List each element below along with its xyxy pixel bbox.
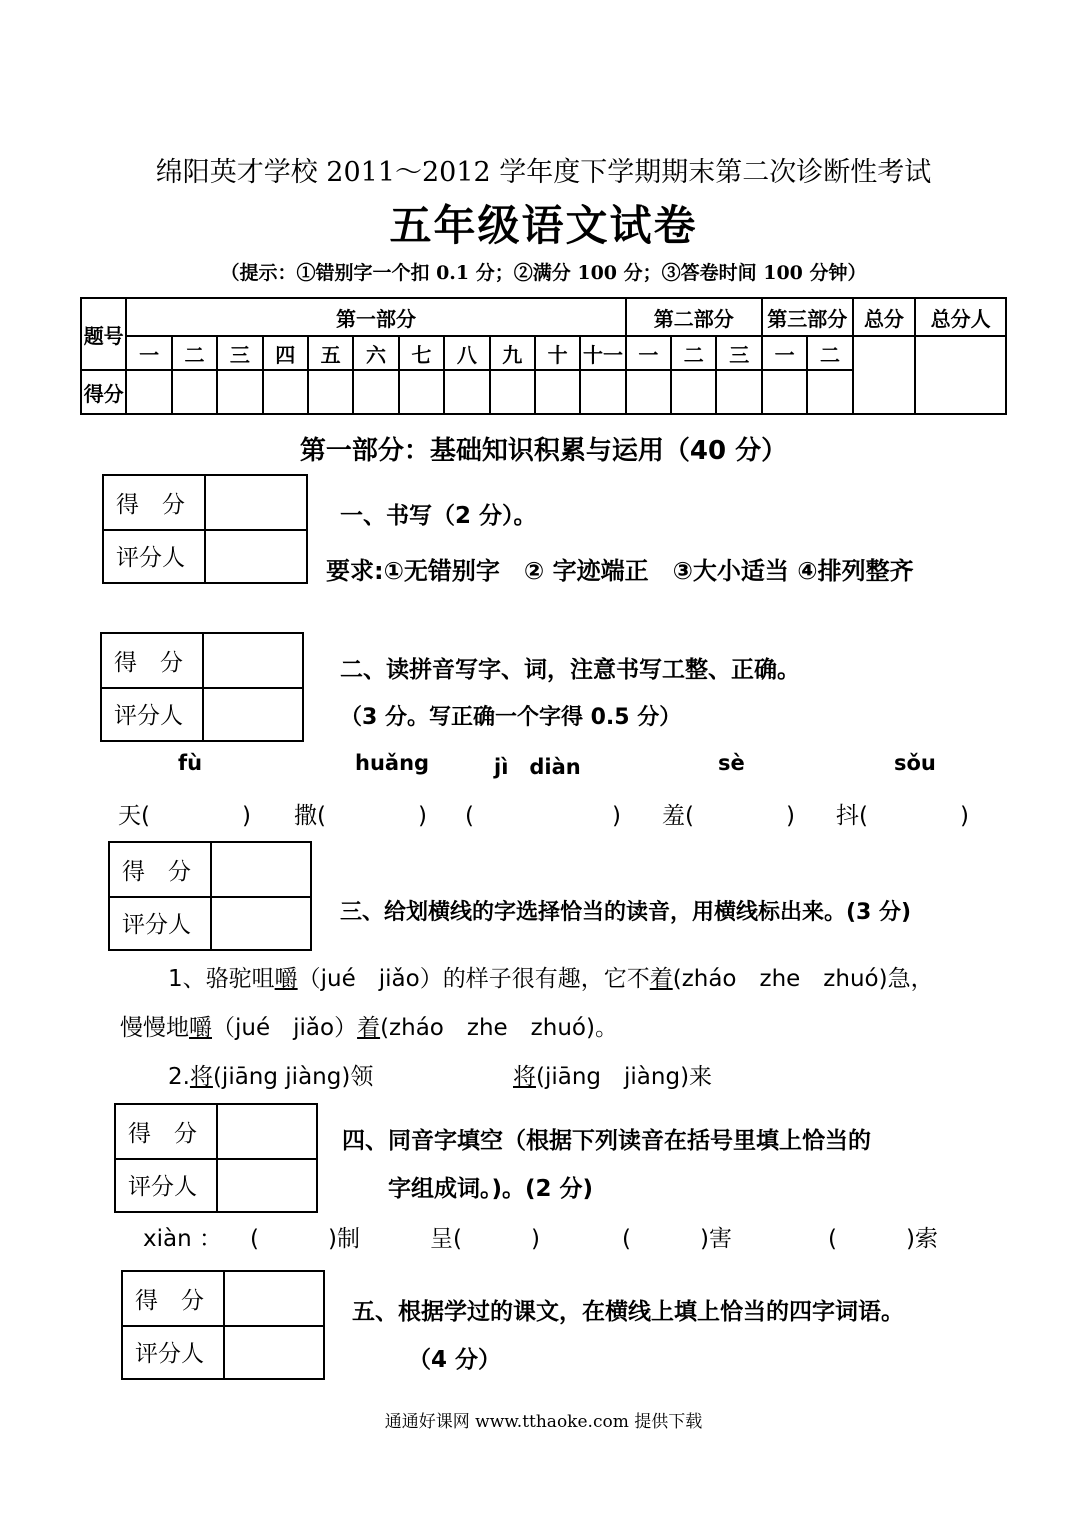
total-person-cell[interactable] [915,336,1006,414]
score-cell[interactable] [308,370,353,414]
grade-box [102,474,308,584]
underlined-char: 嚼 [189,1015,212,1041]
col-num: 五 [308,336,353,370]
score-label: 得 分 [116,1105,218,1158]
q3-title: 三、给划横线的字选择恰当的读音，用横线标出来。(3 分) [340,900,912,925]
text: (zháo zhe zhuó)。 [380,1015,618,1041]
q4-blank-2[interactable]: 呈( ) [430,1226,540,1252]
grader-label: 评分人 [123,1325,225,1378]
score-cell[interactable] [353,370,398,414]
exam-hint: （提示：①错别字一个扣 0.1 分；②满分 100 分；③答卷时间 100 分钟） [220,262,867,284]
q3-line-2 [120,1009,618,1042]
col-num: 八 [444,336,489,370]
grade-box [100,632,304,742]
q4-title-2: 字组成词。)。(2 分) [388,1176,594,1202]
score-cell[interactable] [535,370,580,414]
score-label: 得 分 [102,634,204,687]
score-cell[interactable] [263,370,308,414]
q2-subtitle: （3 分。写正确一个字得 0.5 分） [340,705,682,730]
header-part3: 第三部分 [762,298,853,336]
pinyin-5: sǒu [894,751,936,775]
row-label-question: 题号 [81,298,126,370]
q4-title: 四、同音字填空（根据下列读音在括号里填上恰当的 [342,1128,871,1154]
q1-title: 一、书写（2 分）。 [340,503,537,529]
col-num: 二 [671,336,716,370]
underlined-char: 将 [513,1064,536,1090]
q1-requirements: 要求:①无错别字 ② 字迹端正 ③大小适当 ④排列整齐 [326,557,914,585]
col-num: 三 [217,336,262,370]
score-cell[interactable] [444,370,489,414]
score-label: 得 分 [123,1272,225,1325]
exam-title: 五年级语文试卷 [389,201,698,250]
header-total-person: 总分人 [915,298,1006,336]
score-label: 得 分 [104,476,206,529]
text: 1、骆驼咀 [168,966,275,992]
header-part1: 第一部分 [126,298,625,336]
score-cell[interactable] [626,370,671,414]
q4-pinyin: xiàn ： [143,1226,222,1252]
q3-line-3 [168,1058,373,1091]
q4-blank-3[interactable]: ( )害 [622,1226,732,1252]
grader-label: 评分人 [102,687,204,740]
score-cell[interactable] [217,370,262,414]
blank-5[interactable]: 抖( ) [836,803,969,829]
col-num: 六 [353,336,398,370]
underlined-char: 将 [189,1064,213,1090]
pinyin-1: fù [178,751,203,775]
header-total: 总分 [853,298,916,336]
q5-title: 五、根据学过的课文，在横线上填上恰当的四字词语。 [352,1299,904,1325]
score-cell[interactable] [490,370,535,414]
section1-title: 第一部分：基础知识积累与运用（40 分） [299,436,788,466]
grade-box [114,1103,318,1213]
q4-blank-1[interactable]: ( )制 [250,1226,360,1252]
col-num: 一 [626,336,671,370]
blank-4[interactable]: 羞( ) [662,803,795,829]
grader-label: 评分人 [104,529,206,582]
pinyin-3: jì diàn [494,755,581,779]
grader-label: 评分人 [110,896,212,949]
text: (zháo zhe zhuó)急， [672,966,934,992]
q5-subtitle: （4 分） [408,1347,502,1373]
header-part2: 第二部分 [626,298,762,336]
text: (jiāng jiàng)领 [212,1064,374,1090]
text: 慢慢地 [120,1015,189,1041]
col-num: 二 [807,336,852,370]
blank-1[interactable]: 天( ) [118,803,251,829]
col-num: 十一 [580,336,625,370]
q2-title: 二、读拼音写字、词，注意书写工整、正确。 [340,657,800,683]
blank-3[interactable]: ( ) [465,803,621,829]
col-num: 九 [490,336,535,370]
blank-2[interactable]: 撒( ) [294,803,427,829]
text: （jué jiǎo） [212,1015,358,1041]
total-score-cell[interactable] [853,336,916,414]
text: (jiāng jiàng)来 [536,1064,713,1090]
col-num: 三 [716,336,761,370]
grader-label: 评分人 [116,1158,218,1211]
underlined-char: 着 [649,966,673,992]
col-num: 十 [535,336,580,370]
score-cell[interactable] [671,370,716,414]
text: （jué jiǎo）的样子很有趣，它不 [297,966,650,992]
q3-line-3b [513,1058,712,1091]
row-label-score: 得分 [81,370,126,414]
score-cell[interactable] [807,370,852,414]
score-cell[interactable] [172,370,217,414]
col-num: 七 [399,336,444,370]
pinyin-2: huǎng [355,751,430,775]
score-cell[interactable] [580,370,625,414]
col-num: 四 [263,336,308,370]
score-cell[interactable] [762,370,807,414]
col-num: 一 [762,336,807,370]
score-table [80,297,1007,415]
score-cell[interactable] [716,370,761,414]
grade-box [121,1270,325,1380]
col-num: 二 [172,336,217,370]
score-cell[interactable] [399,370,444,414]
footer-text: 通通好课网 www.tthaoke.com 提供下载 [384,1412,703,1432]
underlined-char: 嚼 [274,966,298,992]
score-label: 得 分 [110,843,212,896]
q3-line-1 [168,960,934,993]
underlined-char: 着 [357,1015,381,1041]
pinyin-4: sè [718,751,745,775]
col-num: 一 [126,336,171,370]
grade-box [108,841,312,951]
q4-blank-4[interactable]: ( )索 [828,1226,938,1252]
text: 2. [168,1064,190,1090]
school-line: 绵阳英才学校 2011～2012 学年度下学期期末第二次诊断性考试 [155,157,932,188]
score-cell[interactable] [126,370,171,414]
